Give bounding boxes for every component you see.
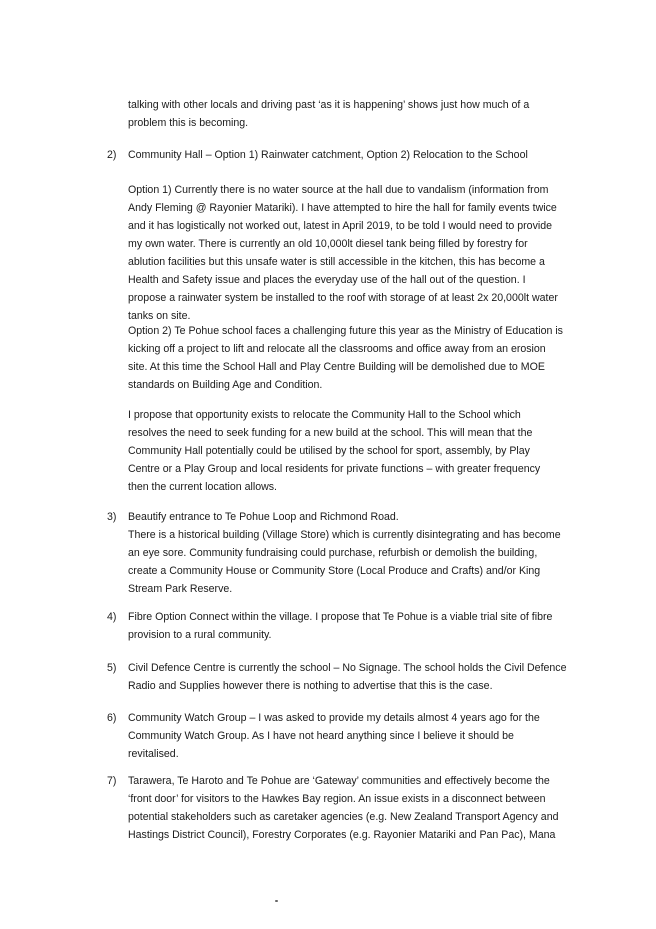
- text-line: Health and Safety issue and places the everyday use of the hall out of the question. I: [128, 274, 526, 286]
- text-line: Hastings District Council), Forestry Corporates (e.g. Rayonier Matariki and Pan Pac), Mana: [128, 829, 556, 841]
- text-line: ‘front door’ for visitors to the Hawkes Bay region. An issue exists in a disconnect between: [128, 793, 546, 805]
- text-line: kicking off a project to lift and relocate all the classrooms and office away from an erosion: [128, 343, 546, 355]
- text-line: create a Community House or Community Store (Local Produce and Crafts) and/or King: [128, 565, 541, 577]
- item-4-paragraph: [128, 608, 552, 644]
- text-line: There is a historical building (Village Store) which is currently disintegrating and has become: [128, 529, 561, 541]
- proposal-paragraph: [128, 406, 540, 496]
- list-number: 7): [107, 775, 117, 787]
- item-2-heading: [128, 146, 528, 164]
- text-line: tanks on site.: [128, 310, 191, 322]
- text-line: site. At this time the School Hall and Play Centre Building will be demolished due to MOE: [128, 361, 545, 373]
- item-5-paragraph: [128, 659, 567, 695]
- list-number: 6): [107, 712, 117, 724]
- list-number: 5): [107, 662, 117, 674]
- text-line: then the current location allows.: [128, 481, 277, 493]
- text-line: Community Watch Group. As I have not heard anything since I believe it should be: [128, 730, 514, 742]
- item-6-paragraph: [128, 709, 540, 763]
- intro-paragraph: [128, 96, 529, 132]
- text-line: provision to a rural community.: [128, 629, 272, 641]
- text-line: problem this is becoming.: [128, 117, 249, 129]
- text-line: Radio and Supplies however there is nothing to advertise that this is the case.: [128, 680, 493, 692]
- text-line: talking with other locals and driving past ‘as it is happening’ shows just how much of a: [128, 99, 530, 111]
- text-line: resolves the need to seek funding for a new build at the school. This will mean that the: [128, 427, 533, 439]
- text-line: propose a rainwater system be installed to the roof with storage of at least 2x 20,000lt water: [128, 292, 558, 304]
- text-line: Civil Defence Centre is currently the school – No Signage. The school holds the Civil Defence: [128, 662, 567, 674]
- text-line: Community Watch Group – I was asked to provide my details almost 4 years ago for the: [128, 712, 540, 724]
- text-line: Fibre Option Connect within the village. I propose that Te Pohue is a viable trial site of fibre: [128, 611, 553, 623]
- list-number: 4): [107, 611, 117, 623]
- text-line: an eye sore. Community fundraising could purchase, refurbish or demolish the building,: [128, 547, 538, 559]
- item-7-paragraph: [128, 772, 558, 844]
- text-line: I propose that opportunity exists to relocate the Community Hall to the School which: [128, 409, 521, 421]
- text-line: Tarawera, Te Haroto and Te Pohue are ‘Gateway’ communities and effectively become the: [128, 775, 550, 787]
- text-line: standards on Building Age and Condition.: [128, 379, 323, 391]
- option-2-paragraph: [128, 322, 563, 394]
- text-line: and it has logistically not worked out, latest in April 2019, to be told I would need to provide: [128, 220, 553, 232]
- text-line: revitalised.: [128, 748, 179, 760]
- list-number: 3): [107, 511, 117, 523]
- text-line: ablution facilities but this unsafe water is still accessible in the kitchen, this has become a: [128, 256, 545, 268]
- text-line: Option 2) Te Pohue school faces a challenging future this year as the Ministry of Education is: [128, 325, 563, 337]
- text-line: my own water. There is currently an old 10,000lt diesel tank being filled by forestry for: [128, 238, 528, 250]
- text-line: Andy Fleming @ Rayonier Matariki). I have attempted to hire the hall for family events twice: [128, 202, 557, 214]
- text-line: Beautify entrance to Te Pohue Loop and Richmond Road.: [128, 511, 399, 523]
- text-line: Centre or a Play Group and local residents for private functions – with greater frequency: [128, 463, 541, 475]
- text-line: Option 1) Currently there is no water source at the hall due to vandalism (information from: [128, 184, 549, 196]
- option-1-paragraph: [128, 181, 558, 325]
- text-line: Stream Park Reserve.: [128, 583, 233, 595]
- text-line: potential stakeholders such as caretaker agencies (e.g. New Zealand Transport Agency and: [128, 811, 559, 823]
- heading-line: Community Hall – Option 1) Rainwater catchment, Option 2) Relocation to the School: [128, 149, 528, 161]
- text-line: Community Hall potentially could be utilised by the school for sport, assembly, by Play: [128, 445, 530, 457]
- item-3-paragraph: [128, 508, 561, 598]
- list-number: 2): [107, 149, 117, 161]
- scan-speck: [275, 900, 278, 902]
